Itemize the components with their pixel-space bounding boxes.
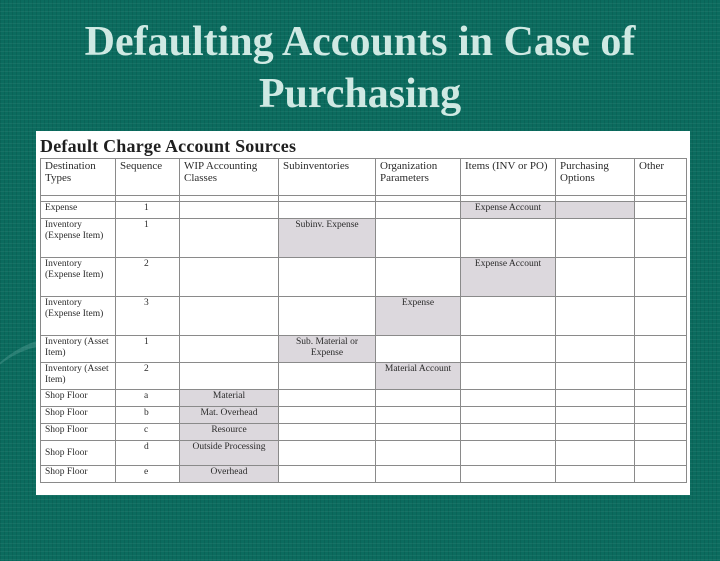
table-cell: Shop Floor xyxy=(41,390,116,407)
table-cell: Shop Floor xyxy=(41,466,116,483)
table-cell: 1 xyxy=(116,202,180,219)
table-cell xyxy=(376,202,461,219)
table-cell xyxy=(556,390,635,407)
table-cell xyxy=(635,363,687,390)
table-cell xyxy=(279,258,376,297)
table-cell xyxy=(635,424,687,441)
table-cell: Sub. Material or Expense xyxy=(279,336,376,363)
table-cell xyxy=(279,407,376,424)
table-cell: 3 xyxy=(116,297,180,336)
table-cell xyxy=(180,258,279,297)
table-cell xyxy=(635,441,687,466)
table-cell: b xyxy=(116,407,180,424)
table-row xyxy=(41,390,687,407)
table-cell xyxy=(376,424,461,441)
table-row xyxy=(41,466,687,483)
table-cell: Outside Processing xyxy=(180,441,279,466)
table-cell xyxy=(461,441,556,466)
table-cell xyxy=(635,466,687,483)
table-cell: Mat. Overhead xyxy=(180,407,279,424)
table-cell xyxy=(635,390,687,407)
table-cell xyxy=(279,441,376,466)
table-cell: Shop Floor xyxy=(41,441,116,466)
table-cell xyxy=(180,363,279,390)
table-row xyxy=(41,202,687,219)
table-cell xyxy=(556,202,635,219)
table-cell: Inventory (Expense Item) xyxy=(41,297,116,336)
table-cell xyxy=(279,202,376,219)
table-cell xyxy=(279,424,376,441)
table-cell xyxy=(461,407,556,424)
table-cell: c xyxy=(116,424,180,441)
table-cell xyxy=(279,466,376,483)
table-row xyxy=(41,336,687,363)
table-cell: 2 xyxy=(116,258,180,297)
table-cell xyxy=(556,336,635,363)
table-cell xyxy=(635,202,687,219)
table-row xyxy=(41,297,687,336)
table-image-panel xyxy=(36,131,690,495)
table-cell xyxy=(461,466,556,483)
table-cell xyxy=(461,219,556,258)
table-cell xyxy=(376,336,461,363)
table-row xyxy=(41,441,687,466)
table-cell xyxy=(180,219,279,258)
table-cell xyxy=(376,219,461,258)
table-cell: Inventory (Expense Item) xyxy=(41,219,116,258)
table-cell xyxy=(556,297,635,336)
table-cell: a xyxy=(116,390,180,407)
table-row xyxy=(41,407,687,424)
table-cell xyxy=(279,390,376,407)
table-cell xyxy=(635,297,687,336)
column-header: WIP Accounting Classes xyxy=(180,159,279,196)
table-cell xyxy=(461,424,556,441)
table-cell: Expense xyxy=(376,297,461,336)
table-cell: Inventory (Asset Item) xyxy=(41,336,116,363)
column-header: Items (INV or PO) xyxy=(461,159,556,196)
title-line-2: Purchasing xyxy=(258,71,462,117)
table-cell xyxy=(376,390,461,407)
table-cell: e xyxy=(116,466,180,483)
table-cell xyxy=(635,407,687,424)
table-cell xyxy=(461,363,556,390)
table-cell: Shop Floor xyxy=(41,424,116,441)
table-cell xyxy=(556,407,635,424)
table-cell xyxy=(556,258,635,297)
table-cell xyxy=(279,297,376,336)
table-cell xyxy=(376,466,461,483)
table-cell xyxy=(279,363,376,390)
table-cell xyxy=(461,297,556,336)
table-cell: Inventory (Asset Item) xyxy=(41,363,116,390)
table-cell xyxy=(376,258,461,297)
table-row xyxy=(41,363,687,390)
table-cell: 1 xyxy=(116,336,180,363)
charge-account-table xyxy=(40,158,687,483)
panel-title: Default Charge Account Sources xyxy=(40,136,297,156)
table-cell xyxy=(635,219,687,258)
header-row xyxy=(41,159,687,196)
table-cell xyxy=(180,202,279,219)
table-cell xyxy=(376,441,461,466)
table-cell: Shop Floor xyxy=(41,407,116,424)
table-cell xyxy=(180,297,279,336)
table-cell xyxy=(556,466,635,483)
column-header: Subinventories xyxy=(279,159,376,196)
table-cell xyxy=(635,336,687,363)
table-cell: Expense Account xyxy=(461,202,556,219)
table-cell: Overhead xyxy=(180,466,279,483)
table-cell: 1 xyxy=(116,219,180,258)
table-cell: Expense Account xyxy=(461,258,556,297)
column-header: Purchasing Options xyxy=(556,159,635,196)
table-cell xyxy=(556,441,635,466)
title-line-1: Defaulting Accounts in Case of xyxy=(84,19,636,65)
column-header: Other xyxy=(635,159,687,196)
table-cell xyxy=(180,336,279,363)
table-cell xyxy=(556,219,635,258)
table-cell: Expense xyxy=(41,202,116,219)
table-cell xyxy=(556,424,635,441)
table-cell: 2 xyxy=(116,363,180,390)
column-header: Organization Parameters xyxy=(376,159,461,196)
table-cell: d xyxy=(116,441,180,466)
table-cell: Subinv. Expense xyxy=(279,219,376,258)
table-cell xyxy=(376,407,461,424)
table-cell xyxy=(461,336,556,363)
table-cell xyxy=(635,258,687,297)
table-cell: Material xyxy=(180,390,279,407)
column-header: Sequence xyxy=(116,159,180,196)
table-cell xyxy=(556,363,635,390)
table-row xyxy=(41,258,687,297)
column-header: Destination Types xyxy=(41,159,116,196)
table-cell xyxy=(461,390,556,407)
table-cell: Inventory (Expense Item) xyxy=(41,258,116,297)
table-row xyxy=(41,424,687,441)
table-row xyxy=(41,219,687,258)
table-cell: Material Account xyxy=(376,363,461,390)
table-cell: Resource xyxy=(180,424,279,441)
slide-title xyxy=(0,16,720,120)
